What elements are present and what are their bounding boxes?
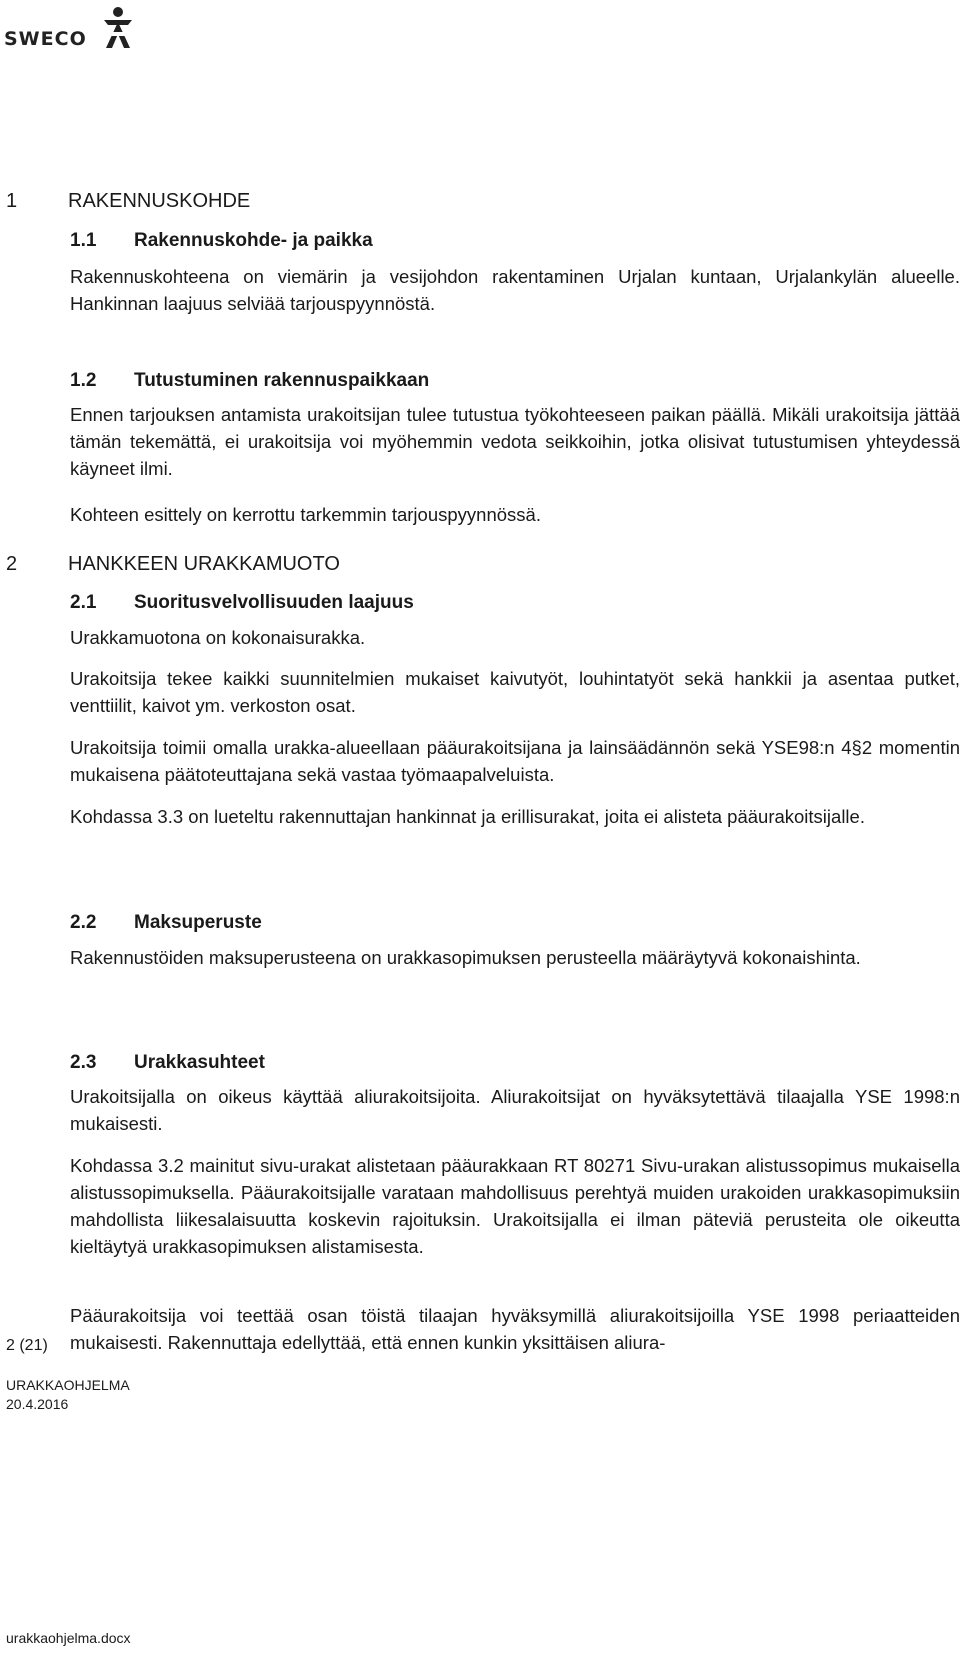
logo-wordmark: SWECO [4, 28, 87, 50]
page-number: 2 (21) [6, 1337, 48, 1354]
heading-1-title: RAKENNUSKOHDE [68, 190, 251, 212]
footer-doc-title: URAKKAOHJELMA [6, 1377, 130, 1393]
heading-1-2 [70, 370, 429, 392]
heading-1-2-number: 1.2 [70, 370, 97, 391]
paragraph-2-1-2: Urakoitsija tekee kaikki suunnitelmien mukaiset kaivutyöt, louhintatyöt sekä hankkii ja asentaa putket, venttiilit, kaivot ym. verkoston osat. [70, 668, 960, 716]
paragraph-2-2-1: Rakennustöiden maksuperusteena on urakkasopimuksen perusteella määräytyvä kokonaishinta. [70, 947, 861, 968]
heading-2-3 [70, 1052, 265, 1074]
paragraph-2-3-2: Kohdassa 3.2 mainitut sivu-urakat alistetaan pääurakkaan RT 80271 Sivu-urakan alistussopimus mukaisella alistussopimuksella. Pääurakoitsijalle varataan mahdollisuus perehtyä muiden urakoiden urakkasopimuksiin mahdollista liikesalaisuutta koskevin rajoituksin. Urakoitsijalla ei ilman päteviä perusteita ole oikeutta kieltäytyä urakkasopimuksen alistamisesta. [70, 1155, 960, 1257]
paragraph-2-3-1: Urakoitsijalla on oikeus käyttää aliurakoitsijoita. Aliurakoitsijat on hyväksytettävä tilaajalla YSE 1998:n mukaisesti. [70, 1086, 960, 1134]
heading-2-title: HANKKEEN URAKKAMUOTO [68, 553, 340, 575]
paragraph-1-2-1: Ennen tarjouksen antamista urakoitsijan tulee tutustua työkohteeseen paikan päällä. Mikäli urakoitsija jättää tämän tekemättä, ei urakoitsija voi myöhemmin vedota seikkoihin, jotka olisivat tutustumisen yhteydessä käyneet ilmi. [70, 404, 960, 479]
heading-2-1-number: 2.1 [70, 592, 97, 613]
heading-2-number: 2 [6, 553, 18, 575]
heading-1-1 [70, 230, 373, 252]
heading-1-2-title: Tutustuminen rakennuspaikkaan [134, 370, 430, 391]
footer-date: 20.4.2016 [6, 1396, 69, 1412]
heading-1 [6, 190, 250, 213]
paragraph-2-1-4: Kohdassa 3.3 on lueteltu rakennuttajan hankinnat ja erillisurakat, joita ei alisteta pääurakoitsijalle. [70, 806, 865, 827]
heading-2-2 [70, 912, 262, 934]
heading-2-3-title: Urakkasuhteet [134, 1052, 265, 1073]
logo-figure-icon [100, 6, 136, 50]
heading-2-1-title: Suoritusvelvollisuuden laajuus [134, 592, 414, 613]
footer-filename: urakkaohjelma.docx [6, 1630, 131, 1646]
heading-1-1-number: 1.1 [70, 230, 97, 251]
heading-2-3-number: 2.3 [70, 1052, 97, 1073]
paragraph-1-1-1: Rakennuskohteena on viemärin ja vesijohdon rakentaminen Urjalan kuntaan, Urjalankylän alueelle. Hankinnan laajuus selviää tarjouspyynnöstä. [70, 266, 960, 314]
heading-1-number: 1 [6, 190, 18, 212]
heading-2-2-title: Maksuperuste [134, 912, 262, 933]
heading-1-1-title: Rakennuskohde- ja paikka [134, 230, 373, 251]
paragraph-1-2-2: Kohteen esittely on kerrottu tarkemmin tarjouspyynnössä. [70, 504, 541, 525]
paragraph-2-1-3: Urakoitsija toimii omalla urakka-alueellaan pääurakoitsijana ja lainsäädännön sekä YSE98:n 4§2 momentin mukaisena päätoteuttajana sekä vastaa työmaapalveluista. [70, 737, 960, 785]
heading-2-1 [70, 592, 414, 614]
paragraph-2-3-3: Pääurakoitsija voi teettää osan töistä tilaajan hyväksymillä aliurakoitsijoilla YSE 1998 periaatteiden mukaisesti. Rakennuttaja edellyttää, että ennen kunkin yksittäisen aliura- [70, 1305, 960, 1353]
heading-2-2-number: 2.2 [70, 912, 97, 933]
paragraph-2-1-1: Urakkamuotona on kokonaisurakka. [70, 627, 366, 648]
sweco-logo [4, 6, 144, 50]
heading-2 [6, 553, 340, 576]
